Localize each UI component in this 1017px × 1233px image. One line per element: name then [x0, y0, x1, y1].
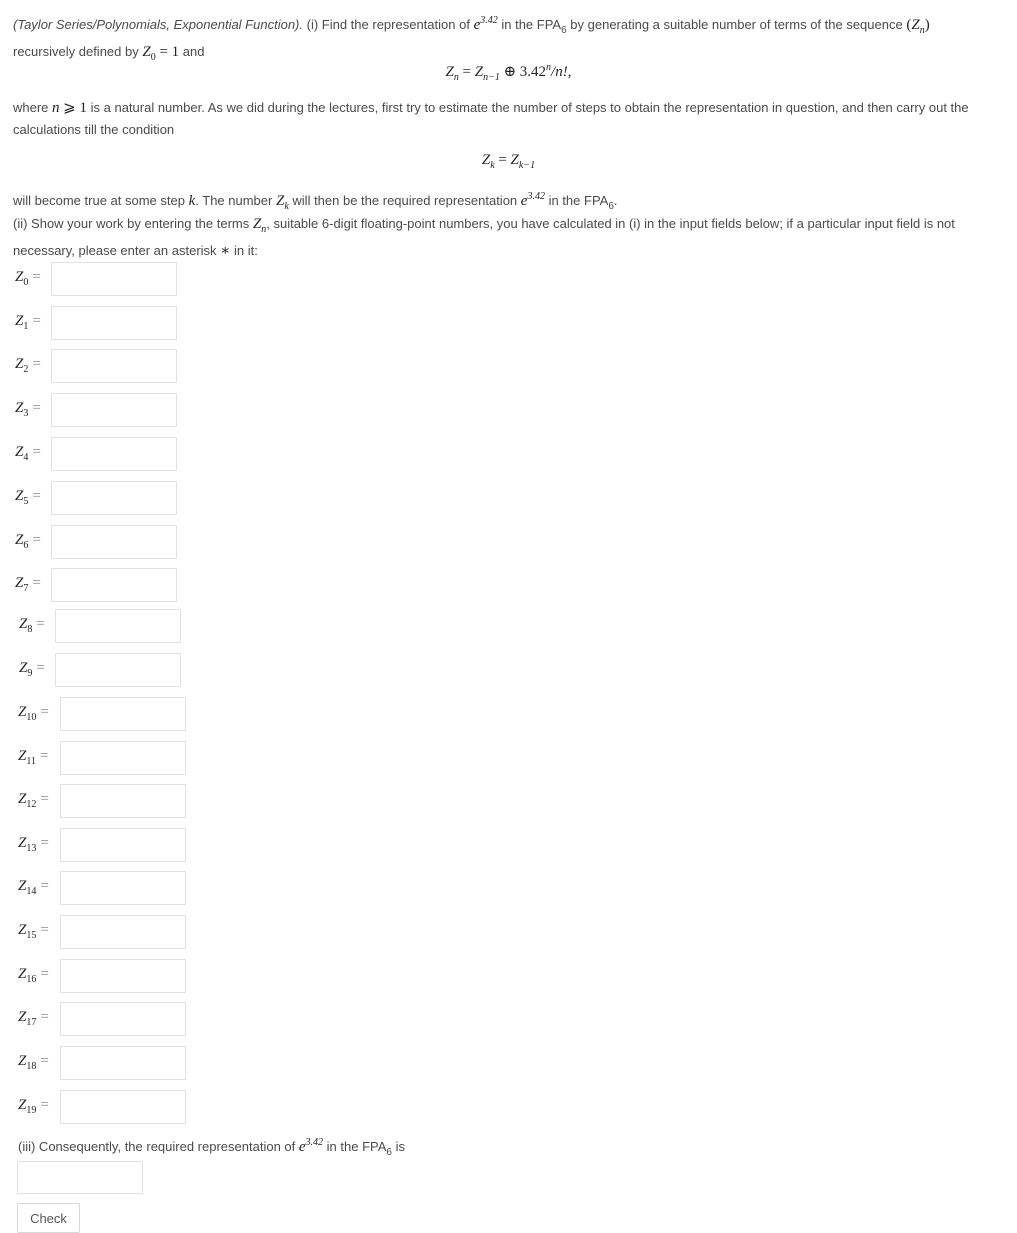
z-input-14[interactable]: [60, 871, 186, 905]
question-intro: (Taylor Series/Polynomials, Exponential Function). (i) Find the representation of $e^{3.42}$ in the $FPA_6$ by generating a suitable number of terms of the sequence $(Z_n)$ recursively defined by $Z_0 = 1$ and: [13, 15, 930, 63]
topic-label: (Taylor Series/Polynomials, Exponential Function).: [13, 17, 303, 32]
z-input-15[interactable]: [60, 915, 186, 949]
and-text: and: [182, 44, 205, 59]
generating-text: by generating a suitable number of terms of the sequence: [570, 17, 903, 32]
stopping-condition: $Z_k = Z_{k-1}$: [481, 152, 536, 171]
z-label-1: $Z_1$ =: [15, 313, 41, 332]
recursive-text: recursively defined by: [13, 44, 139, 59]
z-label-18: $Z_{18}$ =: [18, 1053, 49, 1072]
z-label-19: $Z_{19}$ =: [18, 1097, 49, 1116]
z-input-6[interactable]: [51, 525, 177, 559]
part-ii-paragraph: (ii) Show your work by entering the terms $Z_n$, suitable 6-digit floating-point numbers, you have calculated in (i) in the input fields below; if a particular input field is not necessary, please enter an asterisk ∗ in it:: [13, 216, 955, 259]
z-input-2[interactable]: [51, 349, 177, 383]
check-button[interactable]: Check: [17, 1203, 80, 1233]
z-label-8: $Z_8$ =: [19, 616, 45, 635]
z-label-15: $Z_{15}$ =: [18, 922, 49, 941]
z-label-0: $Z_0$ =: [15, 269, 41, 288]
z-label-17: $Z_{17}$ =: [18, 1009, 49, 1028]
z-input-0[interactable]: [51, 262, 177, 296]
z-input-18[interactable]: [60, 1046, 186, 1080]
where-paragraph: where n ⩾ 1 is a natural number. As we did during the lectures, first try to estimate the number of steps to obtain the representation in question, and then carry out the calculations till the condition: [13, 100, 969, 137]
z-label-9: $Z_9$ =: [19, 660, 45, 679]
z-input-12[interactable]: [60, 784, 186, 818]
will-become-paragraph: will become true at some step k. The number $Z_k$ will then be the required representation $e^{3.42}$ in the $FPA_6$.: [13, 191, 618, 212]
z-label-14: $Z_{14}$ =: [18, 878, 49, 897]
z-label-7: $Z_7$ =: [15, 575, 41, 594]
z-input-3[interactable]: [51, 393, 177, 427]
z-label-12: $Z_{12}$ =: [18, 791, 49, 810]
answer-input[interactable]: [17, 1161, 143, 1194]
part-i-text: (i) Find the representation of: [306, 17, 470, 32]
part-iii-paragraph: (iii) Consequently, the required representation of $e^{3.42}$ in the $FPA_6$ is: [18, 1137, 405, 1158]
z-input-5[interactable]: [51, 481, 177, 515]
z-label-11: $Z_{11}$ =: [18, 748, 49, 767]
recurrence-equation: $Z_n = Z_{n-1}$ ⊕ 3.42$^n$/n!,: [445, 62, 572, 83]
z-label-13: $Z_{13}$ =: [18, 835, 49, 854]
z-label-10: $Z_{10}$ =: [18, 704, 49, 723]
z-input-13[interactable]: [60, 828, 186, 862]
z-label-6: $Z_6$ =: [15, 532, 41, 551]
z-input-17[interactable]: [60, 1002, 186, 1036]
z0-eq: $Z_0 = 1$: [142, 44, 180, 63]
z-label-2: $Z_2$ =: [15, 356, 41, 375]
z-label-3: $Z_3$ =: [15, 400, 41, 419]
z-input-8[interactable]: [55, 609, 181, 643]
fpa-text: in the FPA: [501, 17, 562, 32]
z-input-4[interactable]: [51, 437, 177, 471]
exp-expression: $e^{3.42}$: [473, 15, 498, 33]
z-label-16: $Z_{16}$ =: [18, 966, 49, 985]
z-input-11[interactable]: [60, 741, 186, 775]
z-input-10[interactable]: [60, 697, 186, 731]
z-input-7[interactable]: [51, 568, 177, 602]
z-label-5: $Z_5$ =: [15, 488, 41, 507]
sequence-symbol: $(Z_n)$: [906, 17, 930, 36]
z-input-19[interactable]: [60, 1090, 186, 1124]
z-input-16[interactable]: [60, 959, 186, 993]
z-input-1[interactable]: [51, 306, 177, 340]
z-input-9[interactable]: [55, 653, 181, 687]
z-label-4: $Z_4$ =: [15, 444, 41, 463]
